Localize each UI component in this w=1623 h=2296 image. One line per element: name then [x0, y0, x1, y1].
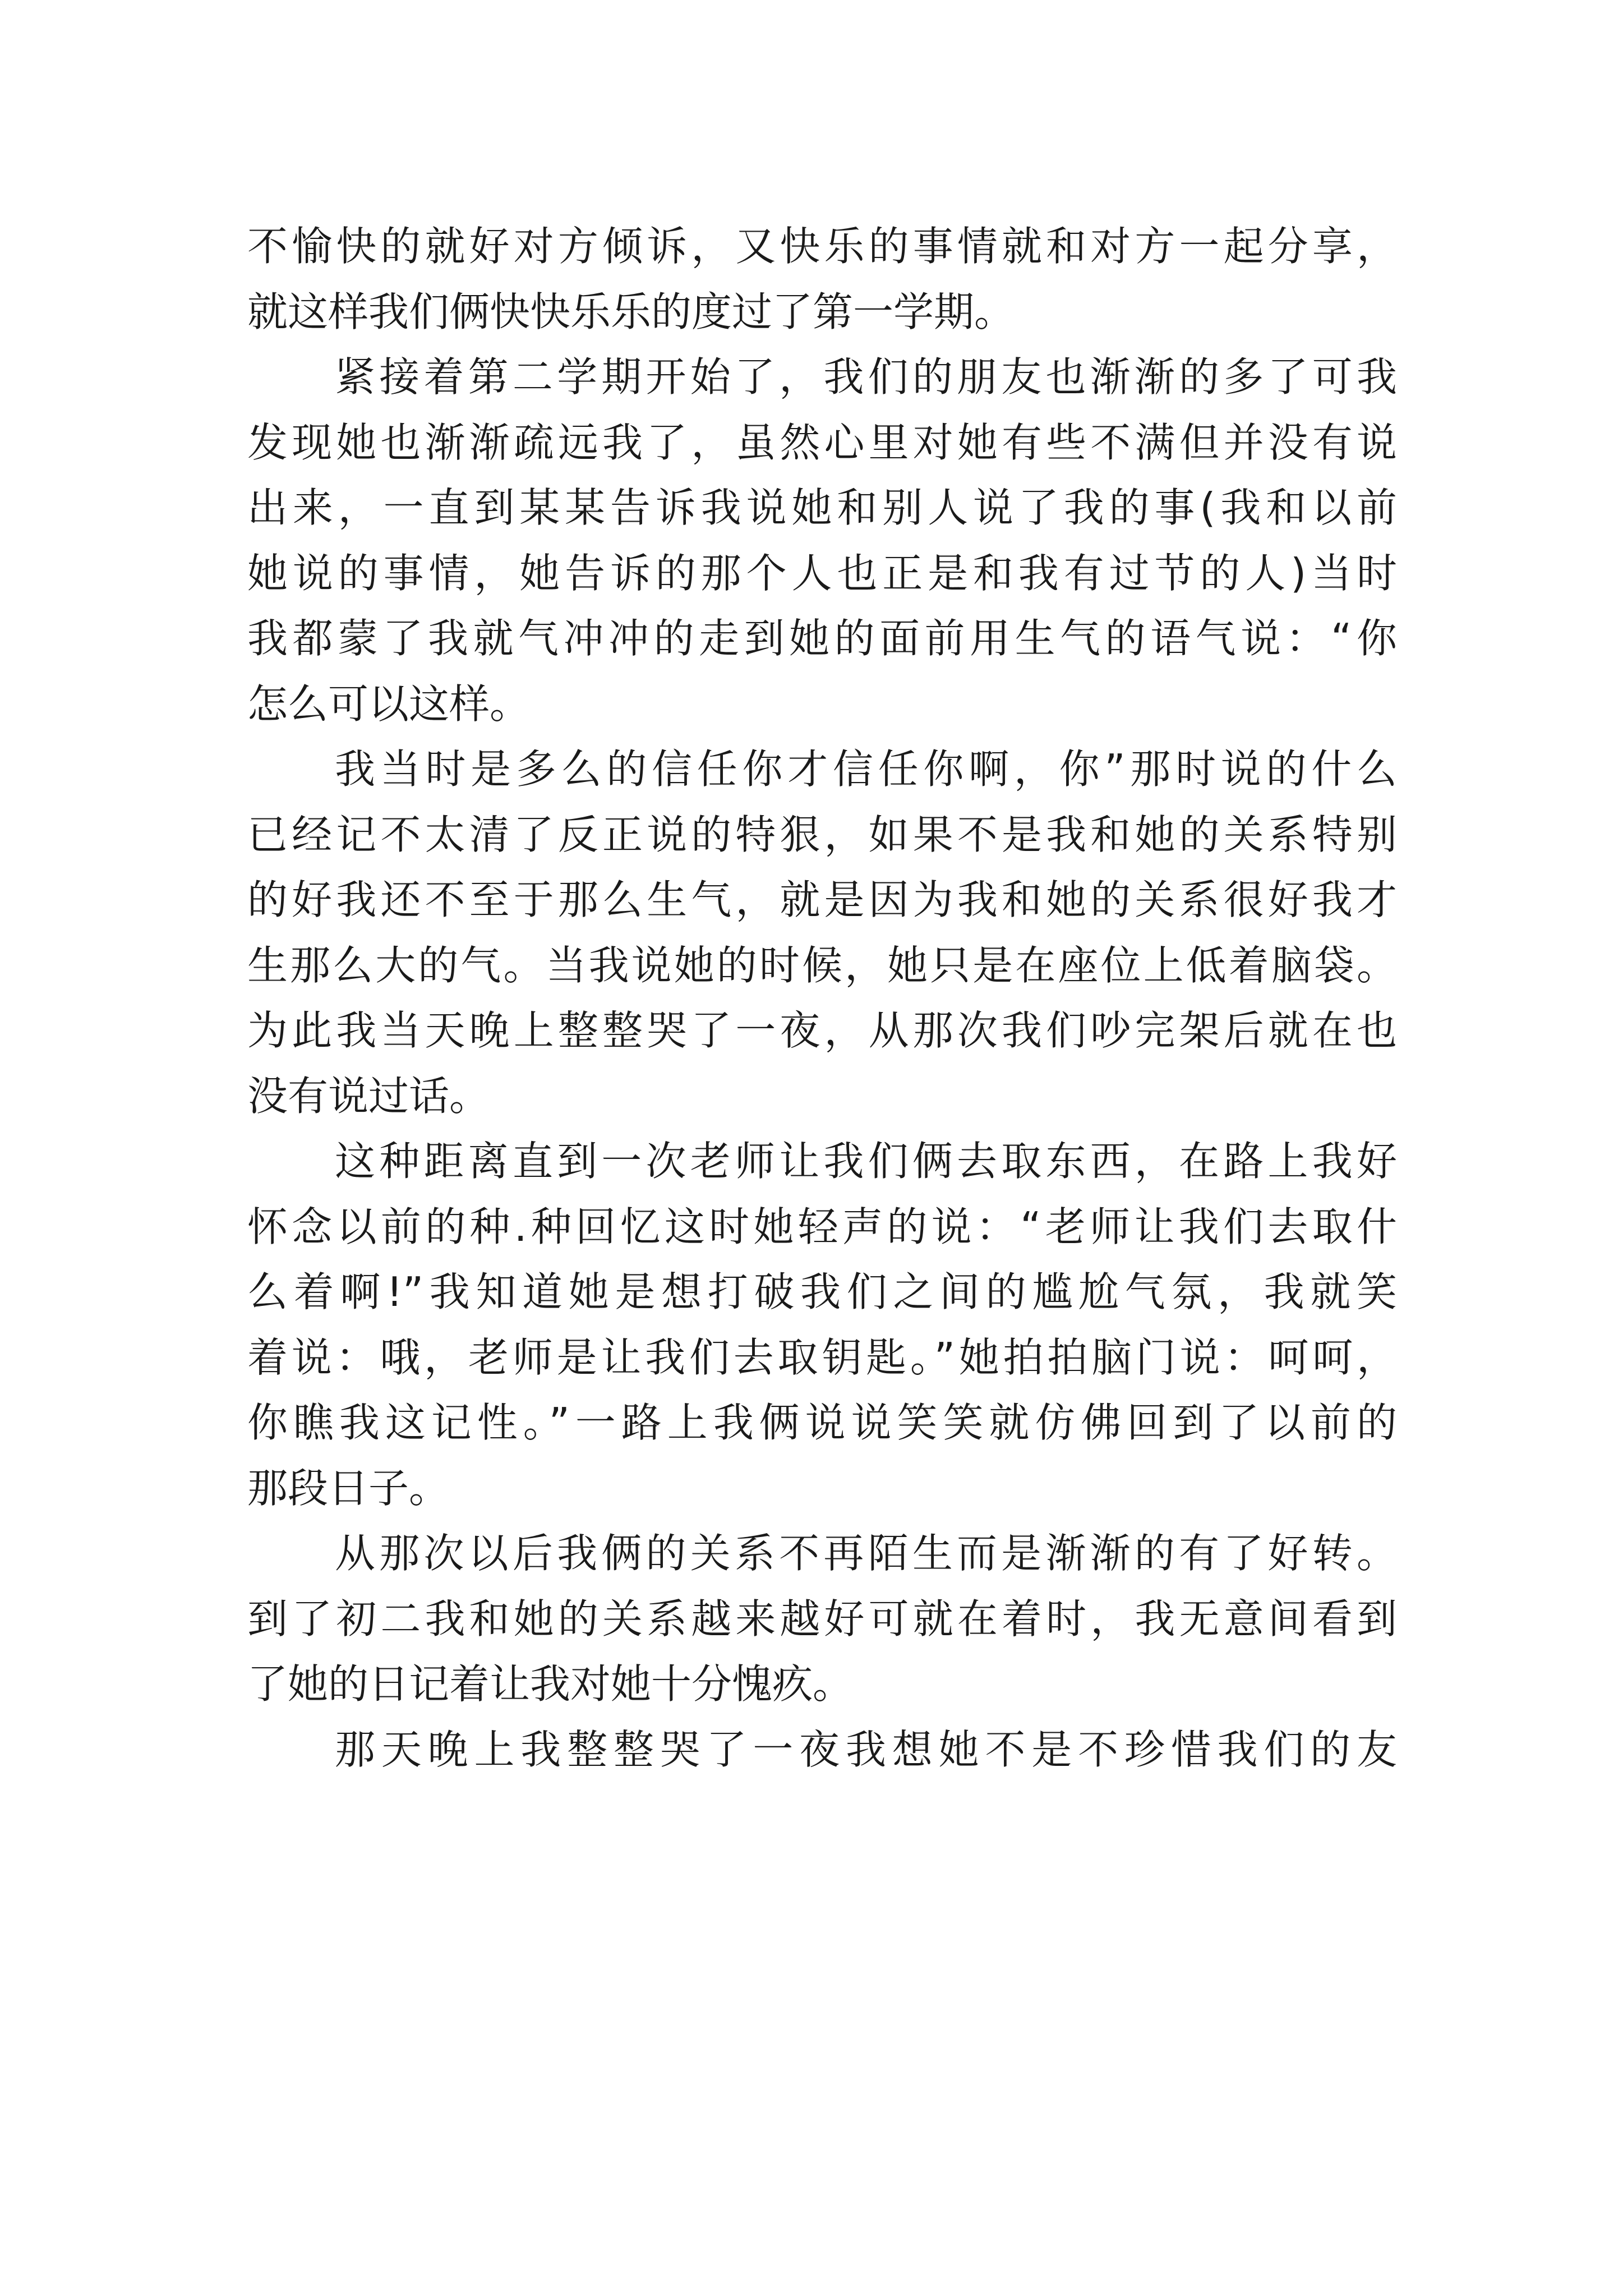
text-line: 这种距离直到一次老师让我们俩去取东西，在路上我好	[335, 1138, 1397, 1185]
text-line: 从那次以后我俩的关系不再陌生而是渐渐的有了好转。	[335, 1530, 1397, 1577]
paragraph	[247, 1717, 1397, 1783]
text-line: 她说的事情，她告诉的那个人也正是和我有过节的人)当时	[247, 549, 1397, 597]
text-line: 出来，一直到某某告诉我说她和别人说了我的事(我和以前	[247, 484, 1397, 531]
text-line: 我都蒙了我就气冲冲的走到她的面前用生气的语气说：“你	[247, 615, 1397, 662]
text-line: 生那么大的气。当我说她的时候，她只是在座位上低着脑袋。	[247, 941, 1397, 989]
text-line: 着说：哦，老师是让我们去取钥匙。”她拍拍脑门说：呵呵，	[247, 1333, 1397, 1381]
text-line: 么着啊!”我知道她是想打破我们之间的尴尬气氛，我就笑	[247, 1268, 1397, 1315]
text-line: 发现她也渐渐疏远我了，虽然心里对她有些不满但并没有说	[247, 418, 1397, 466]
text-line: 不愉快的就好对方倾诉，又快乐的事情就和对方一起分享，	[247, 223, 1397, 270]
text-line: 怎么可以这样。	[247, 680, 531, 728]
text-line: 已经记不太清了反正说的特狠，如果不是我和她的关系特别	[247, 811, 1397, 858]
paragraph	[247, 1129, 1397, 1521]
text-line: 你瞧我这记性。”一路上我俩说说笑笑就仿佛回到了以前的	[247, 1399, 1397, 1446]
text-line: 我当时是多么的信任你才信任你啊，你”那时说的什么	[335, 746, 1397, 793]
paragraph	[247, 214, 1397, 344]
text-line: 那天晚上我整整哭了一夜我想她不是不珍惜我们的友	[335, 1726, 1397, 1773]
text-line: 的好我还不至于那么生气，就是因为我和她的关系很好我才	[247, 876, 1397, 923]
text-line: 没有说过话。	[247, 1072, 490, 1120]
text-line: 了她的日记着让我对她十分愧疚。	[247, 1660, 854, 1708]
text-line: 怀念以前的种.种回忆这时她轻声的说：“老师让我们去取什	[247, 1203, 1397, 1250]
paragraph	[247, 737, 1397, 1129]
text-line: 紧接着第二学期开始了，我们的朋友也渐渐的多了可我	[335, 353, 1397, 401]
paragraph	[247, 344, 1397, 737]
text-line: 就这样我们俩快快乐乐的度过了第一学期。	[247, 288, 1015, 335]
paragraph	[247, 1521, 1397, 1717]
text-line: 为此我当天晚上整整哭了一夜，从那次我们吵完架后就在也	[247, 1007, 1397, 1054]
text-line: 那段日子。	[247, 1464, 450, 1512]
body-text	[247, 214, 1397, 1782]
text-line: 到了初二我和她的关系越来越好可就在着时，我无意间看到	[247, 1595, 1397, 1642]
